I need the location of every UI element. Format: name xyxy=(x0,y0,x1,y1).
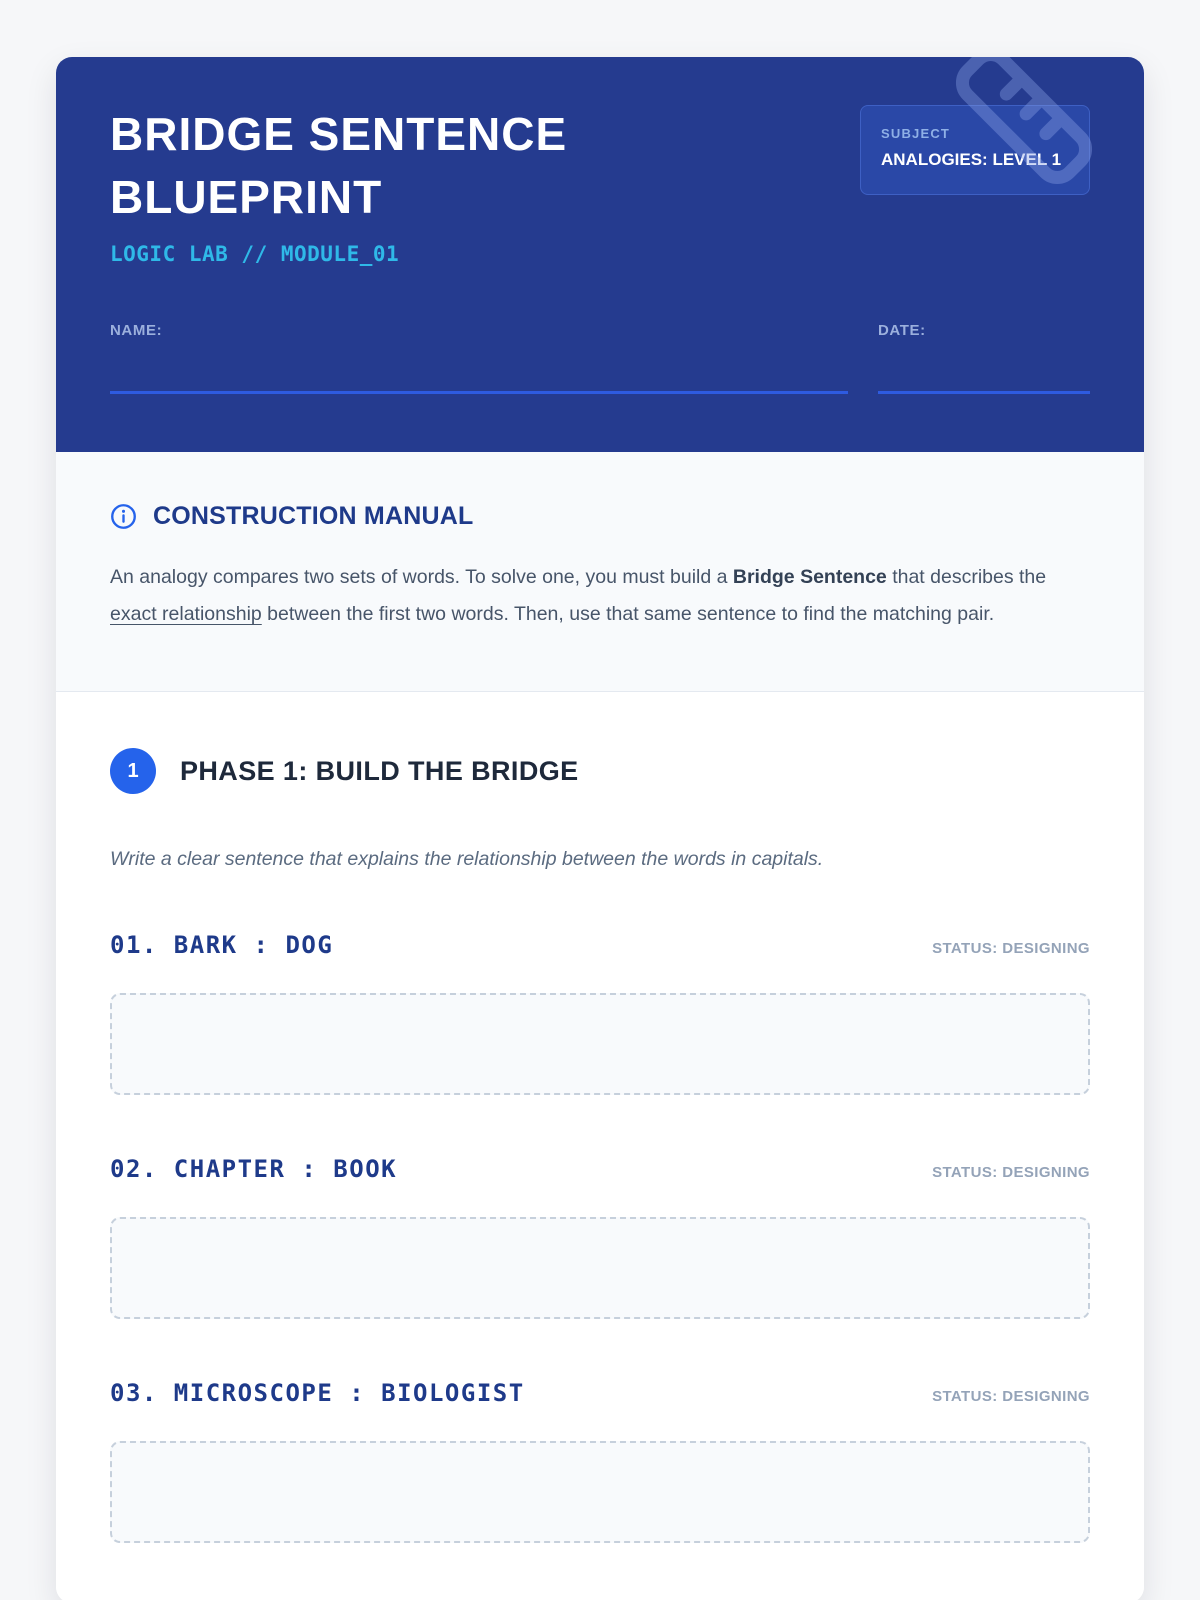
analogy-item-title: 03. MICROSCOPE : BIOLOGIST xyxy=(110,1379,525,1408)
construction-manual-section xyxy=(56,452,1144,692)
subject-badge xyxy=(860,105,1090,195)
page-title xyxy=(110,103,830,230)
date-field xyxy=(878,322,1090,394)
name-field-input-line[interactable] xyxy=(110,391,848,394)
date-field-input-line[interactable] xyxy=(878,391,1090,394)
manual-body-text xyxy=(110,559,1080,633)
analogy-item-title: 01. BARK : DOG xyxy=(110,931,334,960)
analogy-item-title: 02. CHAPTER : BOOK xyxy=(110,1155,398,1184)
manual-text-segment-bold: Bridge Sentence xyxy=(732,565,887,588)
page-subtitle: LOGIC LAB // MODULE_01 xyxy=(110,241,400,266)
subject-badge-label: SUBJECT xyxy=(881,126,951,141)
analogy-item-3 xyxy=(110,1379,1090,1543)
name-field xyxy=(110,322,848,394)
manual-text-segment: between the first two words. Then, use that same sentence to find the matching pair. xyxy=(261,602,995,625)
worksheet-header xyxy=(56,57,1144,452)
worksheet-card xyxy=(56,57,1144,1600)
analogy-item-2 xyxy=(110,1155,1090,1319)
status-badge: STATUS: DESIGNING xyxy=(932,1388,1090,1406)
manual-text-segment-underlined: exact relationship xyxy=(110,602,262,625)
answer-box-2[interactable] xyxy=(110,1217,1090,1319)
status-badge: STATUS: DESIGNING xyxy=(932,1164,1090,1182)
page-title-line2: BLUEPRINT xyxy=(110,171,383,224)
analogy-item-1 xyxy=(110,931,1090,1095)
date-field-label: DATE: xyxy=(878,321,926,339)
manual-text-segment: An analogy compares two sets of words. To solve one, you must build a xyxy=(110,565,733,588)
page-title-line1: BRIDGE SENTENCE xyxy=(110,108,568,160)
phase-instruction: Write a clear sentence that explains the relationship between the words in capitals. xyxy=(110,848,824,871)
manual-text-segment: that describes the xyxy=(886,565,1047,588)
phase-heading: PHASE 1: BUILD THE BRIDGE xyxy=(180,755,579,786)
phase-number-badge: 1 xyxy=(110,748,156,794)
name-field-label: NAME: xyxy=(110,321,163,339)
manual-heading: CONSTRUCTION MANUAL xyxy=(153,501,474,530)
subject-badge-value: ANALOGIES: LEVEL 1 xyxy=(881,150,1062,169)
info-icon xyxy=(110,503,137,530)
answer-box-1[interactable] xyxy=(110,993,1090,1095)
answer-box-3[interactable] xyxy=(110,1441,1090,1543)
phase-1-section xyxy=(56,692,1144,1600)
status-badge: STATUS: DESIGNING xyxy=(932,940,1090,958)
